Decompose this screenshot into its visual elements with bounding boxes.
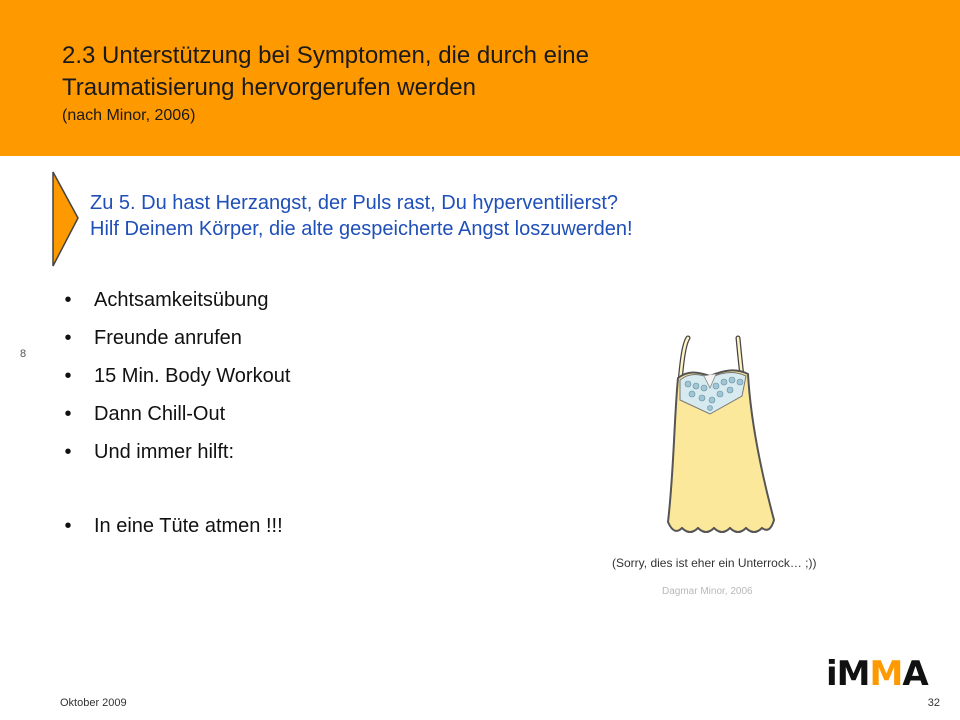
bullet-dot: • [64,289,72,311]
side-mark: 8 [20,348,27,360]
slide-title [62,40,922,128]
chevron-arrow-icon [50,170,82,270]
bullet-dot: • [64,441,72,463]
subheading [90,190,910,242]
list-item-text: Freunde anrufen [94,327,242,349]
list-item-text: In eine Tüte atmen !!! [94,515,283,537]
figure-credit: Dagmar Minor, 2006 [662,586,753,597]
list-item-text: 15 Min. Body Workout [94,365,291,387]
list-item [58,320,290,358]
subheading-line-2: Hilf Deinem Körper, die alte gespeicherte Angst loszuwerden! [90,218,633,240]
list-item-text: Achtsamkeitsübung [94,289,269,311]
logo-text-part-3: A [902,654,928,694]
list-item [58,282,290,320]
bullet-dot: • [64,365,72,387]
bullet-list [58,282,290,546]
bullet-dot: • [64,403,72,425]
logo-text-part-1: iM [826,654,870,694]
figure-caption: (Sorry, dies ist eher ein Unterrock… ;)) [612,556,817,570]
list-item [58,396,290,434]
list-item [58,508,290,546]
list-item-text: Und immer hilft: [94,441,235,463]
title-note: (nach Minor, 2006) [62,107,196,124]
camisole-illustration [658,330,788,545]
list-item [58,434,290,472]
title-line-2: Traumatisierung hervorgerufen werden [62,74,476,101]
subheading-line-1: Zu 5. Du hast Herzangst, der Puls rast, Du hyperventilierst? [90,192,619,214]
footer-date: Oktober 2009 [60,697,127,709]
bullet-dot: • [64,515,72,537]
title-line-1: 2.3 Unterstützung bei Symptomen, die durch eine [62,42,589,69]
logo-text-part-2: M [869,654,903,694]
imma-logo [826,654,928,694]
list-item-text: Dann Chill-Out [94,403,226,425]
header-bar [0,0,960,156]
page-number: 32 [927,697,940,709]
list-item [58,358,290,396]
bullet-dot: • [64,327,72,349]
